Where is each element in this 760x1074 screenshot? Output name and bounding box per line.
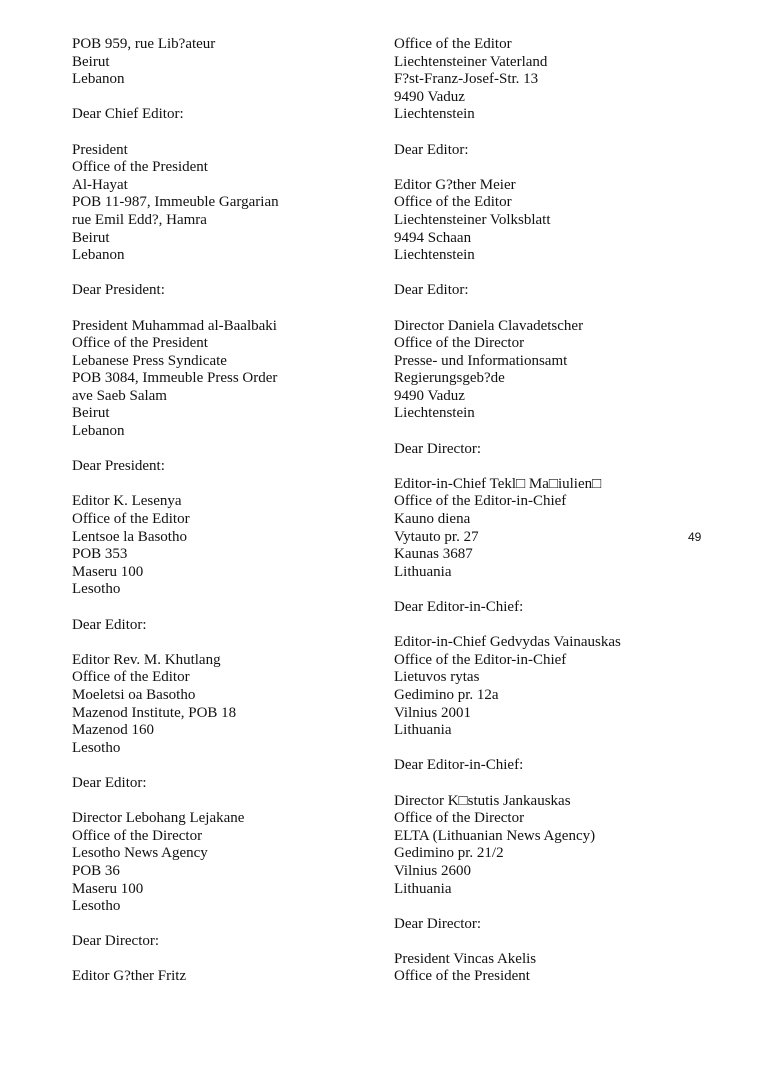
left-column-line: Lebanon: [72, 247, 125, 264]
right-column-line: Regierungsgeb?de: [394, 370, 505, 387]
left-column-line: Lebanon: [72, 71, 125, 88]
right-column-line: 9490 Vaduz: [394, 88, 465, 105]
blank-line: [72, 916, 372, 934]
left-column-line: Office of the Editor: [72, 669, 190, 686]
left-column-line: Dear Director:: [72, 933, 160, 950]
blank-line: [72, 599, 372, 617]
left-column-line: Moeletsi oa Basotho: [72, 686, 196, 703]
left-column-line: Mazenod 160: [72, 722, 155, 739]
left-column-line: Maseru 100: [72, 880, 144, 897]
left-column-line: Office of the Director: [72, 827, 203, 844]
right-column-line: Office of the Editor: [394, 194, 512, 211]
right-column-line: Kaunas 3687: [394, 546, 473, 563]
left-column-line: Editor K. Lesenya: [72, 493, 182, 510]
right-column-line: Dear Editor:: [394, 282, 469, 299]
blank-line: [72, 300, 372, 318]
left-column-line: ave Saeb Salam: [72, 387, 167, 404]
right-column-line: Office of the President: [394, 968, 530, 985]
left-column-line: Editor Rev. M. Khutlang: [72, 651, 221, 668]
blank-line: [72, 124, 372, 142]
left-column-line: Lesotho: [72, 581, 121, 598]
right-column-line: Office of the Editor-in-Chief: [394, 493, 567, 510]
blank-line: [394, 159, 684, 177]
right-column-line: Vilnius 2001: [394, 704, 472, 721]
right-column-line: Dear Director:: [394, 440, 482, 457]
blank-line: [394, 124, 684, 142]
right-column-line: Liechtensteiner Volksblatt: [394, 211, 551, 228]
right-column-line: Liechtenstein: [394, 247, 475, 264]
blank-line: [394, 265, 684, 283]
right-column-line: ELTA (Lithuanian News Agency): [394, 827, 596, 844]
right-column-line: Office of the Director: [394, 335, 525, 352]
left-column-line: Office of the President: [72, 335, 208, 352]
left-column-line: President: [72, 141, 128, 158]
right-column-line: Lithuania: [394, 880, 452, 897]
left-column-line: Office of the President: [72, 159, 208, 176]
blank-line: [394, 581, 684, 599]
right-column-line: Office of the Director: [394, 810, 525, 827]
left-column-line: Dear Editor:: [72, 616, 147, 633]
blank-line: [72, 793, 372, 811]
blank-line: [72, 634, 372, 652]
right-column-line: Gedimino pr. 21/2: [394, 845, 504, 862]
left-column-line: Office of the Editor: [72, 511, 190, 528]
left-column-line: Lesotho: [72, 898, 121, 915]
left-column-line: POB 11-987, Immeuble Gargarian: [72, 194, 279, 211]
blank-line: [394, 423, 684, 441]
left-column-line: Dear Editor:: [72, 774, 147, 791]
right-column-line: Vytauto pr. 27: [394, 528, 479, 545]
left-column-line: Lebanon: [72, 423, 125, 440]
page-number: 49: [688, 530, 702, 544]
left-column-line: Dear Chief Editor:: [72, 106, 184, 123]
right-column-line: Gedimino pr. 12a: [394, 686, 499, 703]
blank-line: [72, 757, 372, 775]
left-column-line: Beirut: [72, 229, 110, 246]
left-column-line: Director Lebohang Lejakane: [72, 810, 245, 827]
right-column-line: Dear Editor:: [394, 141, 469, 158]
right-column-line: Director Daniela Clavadetscher: [394, 317, 584, 334]
right-column-line: Liechtenstein: [394, 405, 475, 422]
left-column-line: Lesotho: [72, 739, 121, 756]
left-column-line: Al-Hayat: [72, 176, 128, 193]
left-column-line: President Muhammad al-Baalbaki: [72, 317, 277, 334]
right-column-line: Dear Director:: [394, 915, 482, 932]
blank-line: [394, 458, 684, 476]
right-column-line: Editor-in-Chief Tekl□ Ma□iulien□: [394, 475, 602, 492]
left-column-line: POB 36: [72, 862, 120, 879]
left-address-column: [72, 36, 372, 986]
left-column-line: Dear President:: [72, 282, 165, 299]
blank-line: [72, 441, 372, 459]
right-column-line: Dear Editor-in-Chief:: [394, 757, 524, 774]
blank-line: [394, 933, 684, 951]
blank-line: [394, 617, 684, 635]
right-column-line: Liechtensteiner Vaterland: [394, 53, 548, 70]
right-column-line: Vilnius 2600: [394, 862, 472, 879]
blank-line: [394, 898, 684, 916]
left-column-line: Mazenod Institute, POB 18: [72, 704, 237, 721]
right-column-line: Lithuania: [394, 722, 452, 739]
blank-line: [394, 300, 684, 318]
left-column-line: Beirut: [72, 53, 110, 70]
left-column-line: Dear President:: [72, 458, 165, 475]
right-column-line: Office of the Editor: [394, 36, 512, 52]
blank-line: [394, 775, 684, 793]
right-column-line: Editor-in-Chief Gedvydas Vainauskas: [394, 634, 621, 651]
right-column-line: 9490 Vaduz: [394, 387, 465, 404]
right-column-line: Lietuvos rytas: [394, 669, 480, 686]
left-column-line: Lesotho News Agency: [72, 845, 208, 862]
right-column-line: President Vincas Akelis: [394, 950, 537, 967]
left-column-line: Maseru 100: [72, 563, 144, 580]
right-address-column: [394, 36, 684, 986]
left-column-line: Beirut: [72, 405, 110, 422]
right-column-line: Presse- und Informationsamt: [394, 352, 568, 369]
left-column-line: POB 353: [72, 546, 128, 563]
right-column-line: Liechtenstein: [394, 106, 475, 123]
left-column-line: POB 3084, Immeuble Press Order: [72, 370, 278, 387]
blank-line: [72, 476, 372, 494]
right-column-line: Kauno diena: [394, 511, 471, 528]
right-column-line: Dear Editor-in-Chief:: [394, 599, 524, 615]
blank-line: [394, 740, 684, 758]
blank-line: [72, 265, 372, 283]
left-column-line: Lentsoe la Basotho: [72, 528, 187, 545]
left-column-line: rue Emil Edd?, Hamra: [72, 211, 207, 228]
right-column-line: 9494 Schaan: [394, 229, 472, 246]
right-column-line: Lithuania: [394, 563, 452, 580]
left-column-line: POB 959, rue Lib?ateur: [72, 36, 216, 52]
blank-line: [72, 89, 372, 107]
right-column-line: Editor G?ther Meier: [394, 176, 516, 193]
right-column-line: Office of the Editor-in-Chief: [394, 651, 567, 668]
left-column-line: Lebanese Press Syndicate: [72, 352, 227, 369]
right-column-line: Director K□stutis Jankauskas: [394, 792, 571, 809]
right-column-line: F?st-Franz-Josef-Str. 13: [394, 71, 539, 88]
blank-line: [72, 951, 372, 969]
left-column-line: Editor G?ther Fritz: [72, 968, 187, 985]
